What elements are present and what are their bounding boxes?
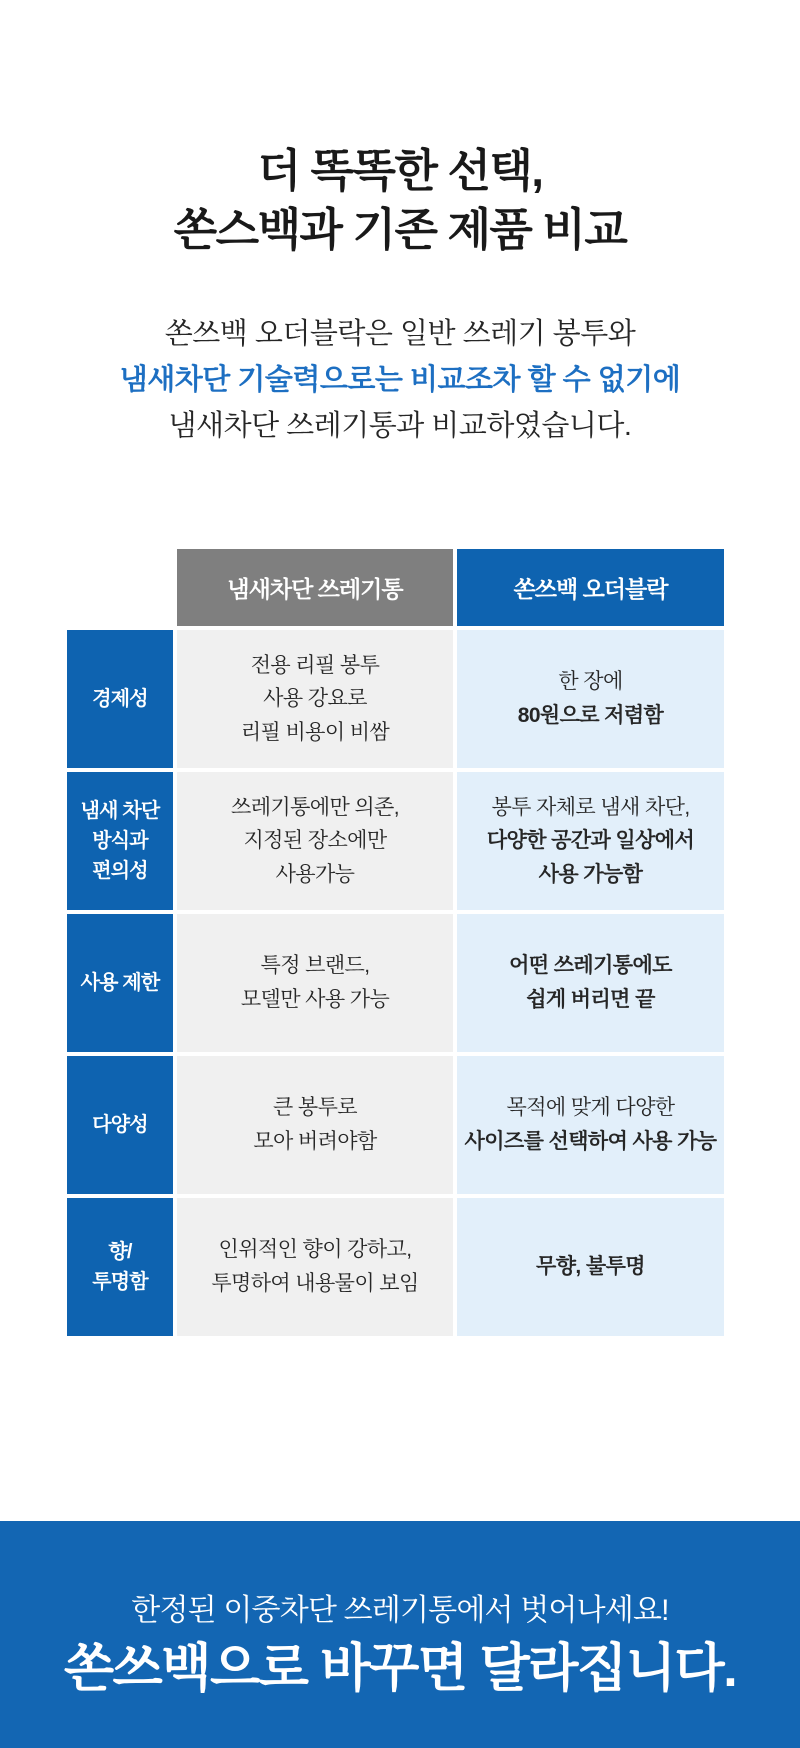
cell-line: 모델만 사용 가능 <box>240 988 390 1011</box>
main-title-line1: 더 똑똑한 선택, <box>257 145 543 196</box>
product-cell <box>457 772 724 910</box>
row-label-line: 투명함 <box>92 1271 148 1293</box>
cell-line: 큰 봉투로 <box>273 1096 357 1120</box>
product-cell <box>457 1056 724 1194</box>
cell-line: 어떤 쓰레기통에도 <box>509 954 672 978</box>
row-label-line: 냄새 차단 <box>80 800 160 822</box>
cell-line: 한 장에 <box>558 670 623 694</box>
cell-line: 리필 비용이 비쌈 <box>240 720 390 744</box>
cell-line: 특정 브랜드, <box>260 954 370 978</box>
bottom-banner <box>0 1521 800 1748</box>
product-cell <box>457 914 724 1052</box>
cell-line: 모아 버려야함 <box>253 1130 377 1153</box>
table-header-competitor: 냄새차단 쓰레기통 <box>177 549 453 626</box>
cell-line: 무향, 불투명 <box>536 1255 645 1279</box>
row-label-cell <box>67 630 173 768</box>
competitor-cell <box>177 1198 453 1336</box>
cell-line: 사용 강요로 <box>263 687 367 711</box>
competitor-cell <box>177 914 453 1052</box>
row-label-line: 경제성 <box>92 688 148 710</box>
row-label-cell <box>67 914 173 1052</box>
row-label-cell <box>67 772 173 910</box>
cell-line: 사이즈를 선택하여 사용 가능 <box>464 1130 717 1153</box>
cell-line: 80원으로 저렴함 <box>517 704 664 727</box>
row-label-line: 다양성 <box>92 1114 148 1136</box>
competitor-cell <box>177 630 453 768</box>
intro-line3: 냄새차단 쓰레기통과 비교하였습니다. <box>168 409 632 442</box>
product-cell <box>457 1198 724 1336</box>
cell-line: 쓰레기통에만 의존, <box>231 795 399 819</box>
main-title <box>0 141 800 260</box>
banner-subtitle: 한정된 이중차단 쓰레기통에서 벗어나세요! <box>131 1594 669 1627</box>
table-header-product: 쏜쓰백 오더블락 <box>457 549 724 626</box>
cell-line: 봉투 자체로 냄새 차단, <box>491 795 690 819</box>
row-label-line: 향/ <box>108 1241 132 1263</box>
row-label-cell <box>67 1056 173 1194</box>
main-title-line2: 쏜스백과 기존 제품 비교 <box>173 204 627 256</box>
cell-line: 목적에 맞게 다양한 <box>506 1096 675 1120</box>
cell-line: 전용 리필 봉투 <box>250 653 380 677</box>
cell-line: 인위적인 향이 강하고, <box>218 1238 412 1262</box>
banner-title: 쏜쓰백으로 바꾸면 달라집니다. <box>63 1639 737 1698</box>
row-label-line: 방식과 <box>92 830 148 852</box>
cell-line: 사용 가능함 <box>538 862 643 886</box>
cell-line: 지정된 장소에만 <box>243 829 387 853</box>
row-label-line: 편의성 <box>92 860 148 882</box>
cell-line: 사용가능 <box>275 862 355 886</box>
cell-line: 투명하여 내용물이 보임 <box>211 1272 419 1295</box>
table-corner-cell <box>67 549 173 626</box>
intro-line1: 쏜쓰백 오더블락은 일반 쓰레기 봉투와 <box>164 318 636 350</box>
competitor-cell <box>177 1056 453 1194</box>
competitor-cell <box>177 772 453 910</box>
product-cell <box>457 630 724 768</box>
row-label-cell <box>67 1198 173 1336</box>
intro-line2-accent: 냄새차단 기술력으로는 비교조차 할 수 없기에 <box>119 363 681 396</box>
cell-line: 다양한 공간과 일상에서 <box>486 829 695 853</box>
comparison-table <box>67 549 724 1336</box>
cell-line: 쉽게 버리면 끝 <box>526 988 655 1011</box>
intro-paragraph <box>0 312 800 449</box>
row-label-line: 사용 제한 <box>80 972 160 994</box>
